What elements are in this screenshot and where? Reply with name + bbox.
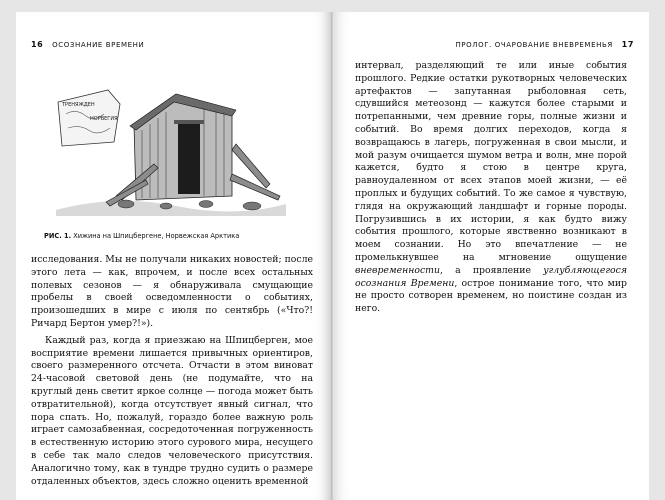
italic-term-1: вневременности xyxy=(355,264,440,276)
left-paragraph-1: исследования. Мы не получали никаких новостей; после этого лета — как, впрочем, и после всех остальных полевых сезонов — я обнаруживала смущающие пробелы в своей осведомленности о событиях, произошедших в мире с июля по сентябрь («Что?! Ричард Бертон умер?!»). xyxy=(31,254,313,329)
right-paragraph-1-part-b: , а проявление xyxy=(439,264,544,276)
left-paragraph-2: Каждый раз, когда я приезжаю на Шпицберген, мое восприятие времени лишается привычных ориентиров, своего размеренного отсчета. Отчасти в этом виноват 24-часовой световой день (не подумайте, что на круглый день светит яркое солнце — погода может быть отвратительной), когда отсутствует явный сигнал, что пора спать. Но, пожалуй, гораздо более важную роль играет самозабвенная, сосредоточенная погруженность в естественную историю этого сурового мира, несущего в себе так мало следов человеческого присутствия. Аналогично тому, как в тундре трудно судить о размере отдаленных объектов, здесь сложно оценить временной xyxy=(31,334,313,487)
page-number-right: 17 xyxy=(621,40,634,49)
right-page xyxy=(332,12,649,500)
figure-caption-label: РИС. 1. xyxy=(44,232,72,240)
figure-caption-text: Хижина на Шпицбергене, Норвежская Арктика xyxy=(73,232,240,240)
right-paragraph-1-part-c: , острое понимание того, что мир не просто сотворен временем, но поистине создан из него. xyxy=(355,277,628,315)
running-head-left-title: ОСОЗНАНИЕ ВРЕМЕНИ xyxy=(52,41,145,49)
running-head-right-title: ПРОЛОГ. ОЧАРОВАНИЕ ВНЕВРЕМЕНЬЯ xyxy=(455,41,613,49)
italic-term-2: углубляющегося осознания Времени xyxy=(355,264,627,289)
running-head-right xyxy=(455,40,634,49)
right-paragraph-1 xyxy=(355,60,627,316)
map-label-2: НОРВЕГИЯ xyxy=(90,116,118,122)
right-body-text xyxy=(355,60,627,316)
left-page xyxy=(16,12,332,500)
hut-illustration xyxy=(56,84,286,216)
hut xyxy=(106,94,280,210)
running-head-left xyxy=(31,40,144,49)
left-body-text xyxy=(31,254,313,488)
map-label-1: ТРЕНЯЖДЕН xyxy=(62,102,95,108)
right-paragraph-1-part-a: интервал, разделяющий те или иные события прошлого. Редкие остатки рукотворных человеческих артефактов — запутанная рыболовная сеть, сдувшийся метеозонд — кажутся более старыми и потрепанными, чем древние горы, полные жизни и событий. Во время долгих переходов, когда я возвращаюсь в лагерь, погруженная в свои мысли, и мой разум очищается шумом ветра и волн, мне порой кажется, будто я стою в центре круга, равноудаленном от всех этапов моей жизни, — её проплых и будущих событий. То же самое я чувствую, глядя на окружающий ландшафт и горные породы. Погрузившись в их истории, я как будто вижу события прошлого, которые явственно возникают в моем сознании. Но это впечатление — не промелькнувшее на мгновение ощущение xyxy=(355,60,627,263)
figure-caption xyxy=(44,232,304,240)
page-number-left: 16 xyxy=(31,40,44,49)
map-sketch xyxy=(58,90,120,146)
